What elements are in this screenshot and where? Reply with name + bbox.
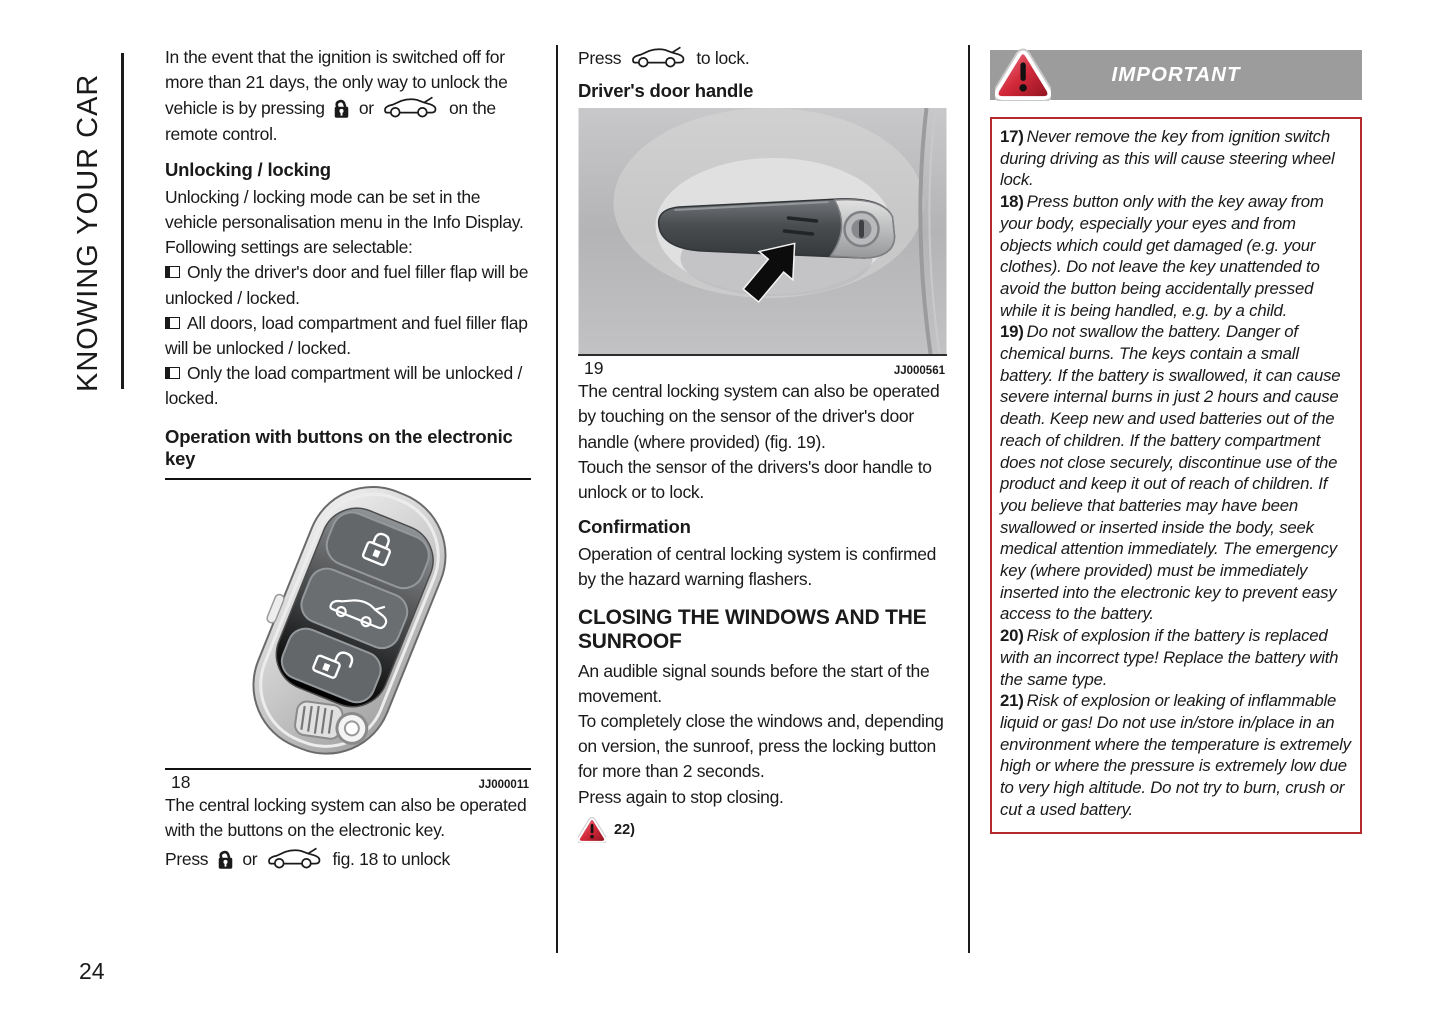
warning-triangle-icon	[995, 48, 1051, 101]
chapter-title: KNOWING YOUR CAR	[72, 73, 104, 392]
list-item	[165, 311, 531, 361]
text-run: or	[358, 98, 374, 119]
page-number: 24	[79, 958, 105, 984]
list-item-text: All doors, load compartment and fuel filler flap will be unlocked / locked.	[165, 312, 528, 359]
paragraph-close-windows: To completely close the windows and, depending on version, the sunroof, press the locking button for more than 2 seconds.	[578, 711, 944, 782]
car-remote-icon	[631, 45, 687, 68]
paragraph-touch-sensor: Touch the sensor of the drivers's door handle to unlock or to lock.	[578, 456, 932, 503]
list-item	[165, 260, 531, 310]
door-handle-photo	[578, 108, 947, 356]
warning-item	[1000, 126, 1351, 191]
important-warnings-box	[990, 117, 1362, 834]
figure-code: JJ000561	[893, 365, 945, 378]
paragraph-central-locking-key: The central locking system can also be operated with the buttons on the electronic key.	[165, 794, 527, 840]
warning-item	[1000, 690, 1351, 820]
warning-item	[1000, 625, 1351, 690]
heading-door-handle: Driver's door handle	[578, 80, 754, 102]
paragraph-stop-closing: Press again to stop closing.	[578, 786, 784, 807]
paragraph-confirmation: Operation of central locking system is confirmed by the hazard warning flashers.	[578, 544, 937, 590]
text-run: on the remote control.	[165, 98, 496, 144]
door-handle-image	[578, 108, 947, 354]
heading-unlocking-locking: Unlocking / locking	[165, 158, 331, 180]
text-run: Press	[578, 48, 622, 68]
paragraph-ignition	[165, 45, 531, 147]
figure-caption	[165, 770, 531, 793]
text-run: to lock.	[696, 48, 750, 68]
note-reference: 22)	[614, 821, 635, 838]
warning-note	[578, 817, 947, 843]
figure-code: JJ000011	[478, 778, 529, 791]
square-bullet-icon	[165, 317, 180, 329]
key-fob-image	[178, 481, 518, 767]
heading-closing-windows: CLOSING THE WINDOWS AND THE SUNROOF	[578, 605, 927, 654]
square-bullet-icon	[165, 266, 180, 278]
padlock-icon	[333, 97, 350, 119]
figure-door-handle	[578, 108, 947, 379]
warning-text: Risk of explosion if the battery is replaced with an incorrect type! Replace the battery with the same type.	[1000, 626, 1339, 689]
text-run: In the event that the ignition is switched off for more than 21 days, the only way to unlock the vehicle is by pressing	[165, 47, 508, 119]
electronic-key-illustration	[165, 478, 531, 770]
car-remote-icon	[267, 846, 323, 869]
text-run: or	[242, 849, 258, 870]
sidebar-divider	[121, 53, 124, 389]
paragraph-personalisation: Unlocking / locking mode can be set in the vehicle personalisation menu in the Info Display. Following settings are selectable:	[165, 186, 524, 258]
important-title: IMPORTANT	[1111, 63, 1241, 86]
list-item-text: Only the driver's door and fuel filler flap will be unlocked / locked.	[165, 262, 529, 308]
figure-number: 18	[171, 771, 191, 792]
column-2	[578, 45, 947, 843]
padlock-icon	[217, 848, 234, 870]
warning-number: 17)	[1000, 127, 1024, 146]
warning-number: 21)	[1000, 691, 1024, 711]
paragraph-press-unlock	[165, 846, 531, 872]
square-bullet-icon	[165, 367, 180, 379]
paragraph-press-lock	[578, 45, 947, 71]
warning-number: 19)	[1000, 322, 1024, 342]
figure-caption	[578, 356, 947, 379]
warning-text: Risk of explosion or leaking of inflammable liquid or gas! Do not use in/store in/place in an environment where the temperature is extremely high or where the pressure is extremely low due to very high altitude. Do not try to burn, crush or cut a used battery.	[1000, 691, 1351, 819]
warning-number: 18)	[1000, 192, 1024, 212]
warning-triangle-icon	[578, 817, 606, 843]
column-3	[990, 50, 1362, 834]
column-1	[165, 45, 531, 872]
figure-number: 19	[584, 358, 604, 379]
paragraph-sensor: The central locking system can also be operated by touching on the sensor of the driver's door handle (where provided) (fig. 19).	[578, 381, 940, 452]
column-divider	[556, 45, 558, 953]
heading-operation-buttons: Operation with buttons on the electronic key	[165, 425, 513, 469]
text-run: fig. 18 to unlock	[332, 849, 450, 870]
figure-electronic-key	[165, 478, 531, 793]
important-header	[990, 50, 1362, 100]
warning-number: 20)	[1000, 626, 1024, 646]
heading-confirmation: Confirmation	[578, 516, 691, 538]
warning-item	[1000, 191, 1351, 321]
text-run: Press	[165, 849, 209, 870]
list-item	[165, 361, 531, 411]
warning-text: Never remove the key from ignition switch during driving as this will cause steering wheel lock.	[1000, 127, 1335, 190]
warning-item	[1000, 321, 1351, 625]
list-item-text: Only the load compartment will be unlocked / locked.	[165, 363, 523, 409]
warning-text: Press button only with the key away from your body, especially your eyes and from objects which could get damaged (e.g. your clothes). Do not leave the key unattended to avoid the button being accidentally pressed while it is being handled, e.g. by a child.	[1000, 192, 1324, 320]
car-remote-icon	[383, 95, 439, 118]
paragraph-audible-signal: An audible signal sounds before the start of the movement.	[578, 660, 930, 706]
column-divider	[968, 45, 970, 953]
warning-text: Do not swallow the battery. Danger of chemical burns. The keys contain a small battery. If the battery is swallowed, it can cause severe internal burns in just 2 hours and cause death. Keep new and used batteries out of the reach of children. If the battery compartment does not close securely, discontinue use of the product and keep it out of reach of children. If you believe that batteries may have been swallowed or inserted inside the body, seek medical attention immediately. The emergency key (where provided) must be immediately inserted into the electronic key to prevent easy access to the battery.	[1000, 322, 1341, 624]
